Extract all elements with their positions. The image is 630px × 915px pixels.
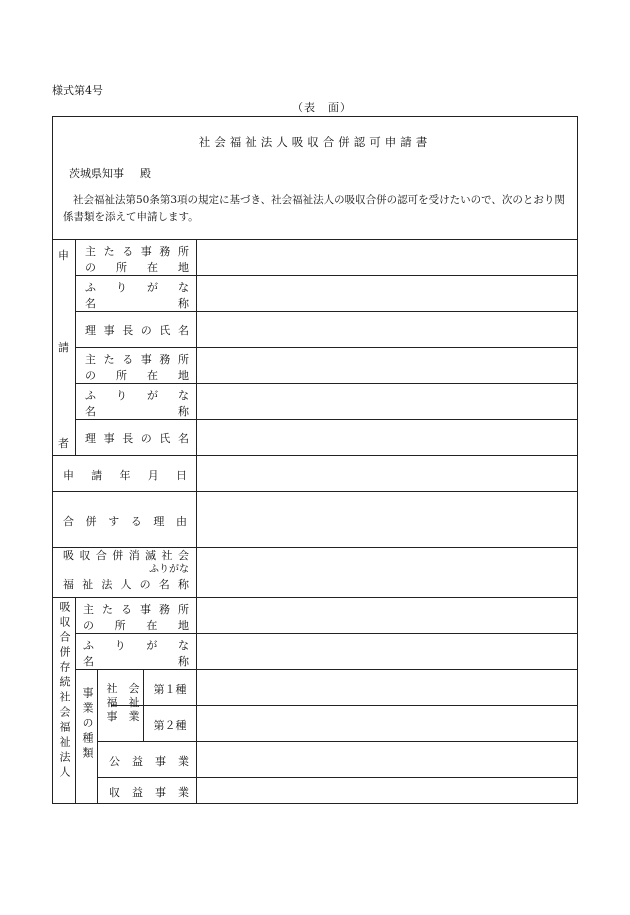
dissolved-corp-ruby: ふりがな	[149, 564, 189, 575]
application-date-field[interactable]	[197, 456, 577, 491]
surviving-name-field[interactable]	[197, 634, 577, 669]
type1-field[interactable]	[197, 670, 577, 705]
applicant-char-1: 申	[58, 249, 69, 262]
surviving-office-field[interactable]	[197, 598, 577, 633]
surviving-office-label: 主 た る 事 務 所 の 所 在 地	[83, 603, 189, 632]
type2-label: 第２種	[153, 719, 187, 732]
type2-field[interactable]	[197, 706, 577, 741]
social-welfare-label: 社 会 福 祉 事 業	[106, 682, 140, 723]
applicant-office-2-label: 主 た る 事 務 所 の 所 在 地	[85, 353, 189, 382]
form-number: 様式第4号	[52, 84, 103, 97]
applicant-char-3: 者	[58, 437, 69, 450]
public-interest-field[interactable]	[197, 742, 577, 777]
surviving-corp-group-label: 吸収合併存続社会福祉法人	[58, 601, 71, 781]
profit-business-field[interactable]	[197, 778, 577, 803]
type1-label: 第１種	[153, 683, 187, 696]
applicant-chairman-label: 理 事 長 の 氏 名	[85, 324, 189, 337]
applicant-name-label	[85, 279, 189, 309]
applicant-char-2: 請	[58, 341, 69, 354]
addressee-suffix: 殿	[140, 167, 151, 180]
merger-reason-field[interactable]	[197, 492, 577, 547]
side-label: （表 面）	[292, 101, 352, 114]
applicant-chairman-2-label: 理 事 長 の 氏 名	[85, 432, 189, 445]
form-title: 社会福祉法人吸収合併認可申請書	[198, 135, 432, 149]
addressee: 茨城県知事	[69, 167, 124, 180]
applicant-office-line1: 主 た る 事 務 所	[85, 245, 189, 258]
applicant-name-line2: 名 称	[85, 297, 189, 310]
dissolved-corp-field[interactable]	[197, 548, 577, 597]
application-form	[52, 116, 578, 804]
applicant-name-2-field[interactable]	[197, 384, 577, 419]
applicant-chairman-field[interactable]	[197, 312, 577, 347]
applicant-chairman-2-field[interactable]	[197, 420, 577, 455]
applicant-office-2-field[interactable]	[197, 348, 577, 383]
applicant-office-line2: の 所 在 地	[85, 261, 189, 274]
applicant-office-label	[85, 243, 189, 273]
public-interest-label: 公 益 事 業	[109, 755, 189, 768]
body-text: 社会福祉法第50条第3項の規定に基づき、社会福祉法人の吸収合併の認可を受けたいので、次のとおり関係書類を添えて申請します。	[63, 194, 565, 223]
application-date-label: 申 請 年 月 日	[63, 469, 187, 482]
applicant-name-2-label: ふ り が な 名 称	[85, 389, 189, 418]
applicant-group-label	[53, 239, 75, 455]
applicant-name-line1: ふ り が な	[85, 281, 189, 294]
applicant-name-field[interactable]	[197, 276, 577, 311]
profit-business-label: 収 益 事 業	[109, 786, 189, 799]
merger-reason-label: 合 併 す る 理 由	[63, 515, 187, 528]
business-type-label: 事業の種類	[81, 687, 94, 762]
form-header	[53, 117, 577, 239]
addressee-line	[69, 165, 151, 181]
applicant-office-field[interactable]	[197, 240, 577, 275]
surviving-name-label: ふ り が な 名 称	[83, 639, 189, 668]
dissolved-corp-label: 吸 収 合 併 消 滅 社 会 ふりがな 福 祉 法 人 の 名 称	[63, 549, 189, 591]
